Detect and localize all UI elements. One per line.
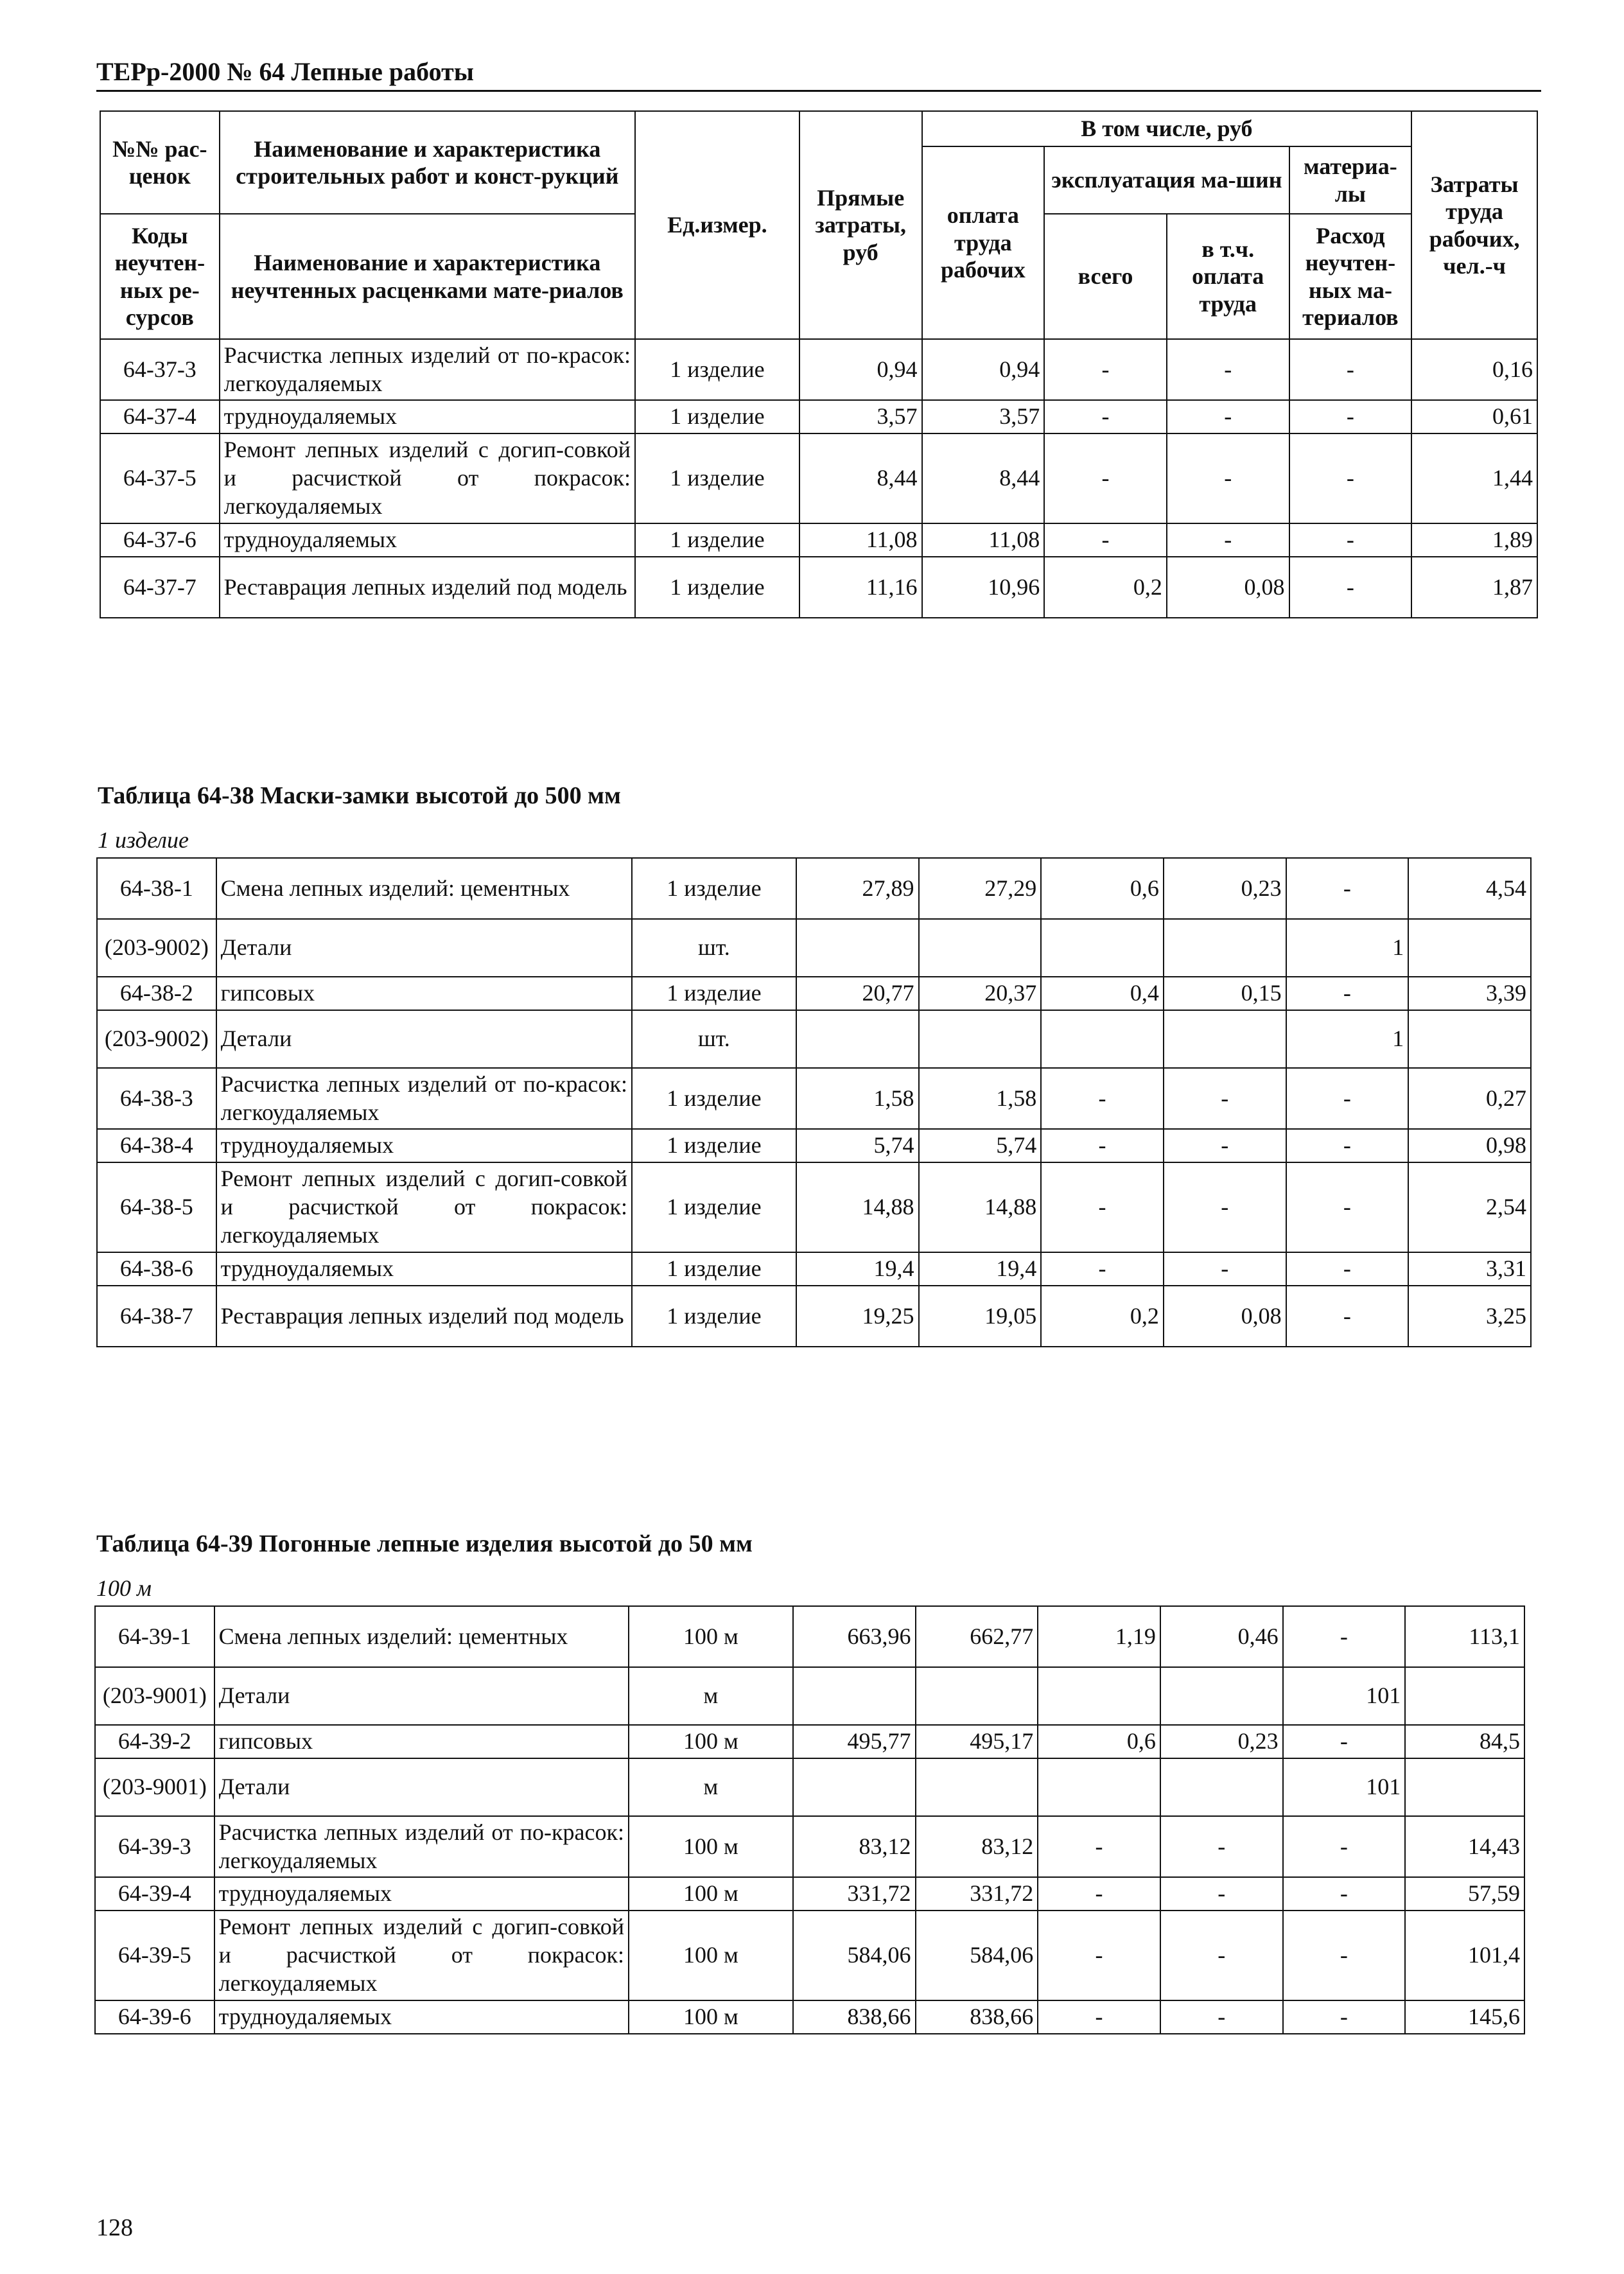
wages-cost bbox=[916, 1667, 1038, 1725]
wages-cost: 8,44 bbox=[922, 433, 1045, 523]
work-name: гипсовых bbox=[216, 977, 632, 1010]
machines-wages: - bbox=[1160, 1816, 1283, 1877]
work-name: Детали bbox=[216, 919, 632, 977]
materials-value: - bbox=[1283, 2000, 1406, 2034]
machines-wages: - bbox=[1167, 433, 1289, 523]
table-row bbox=[95, 1877, 1524, 1911]
rates-table-64-38 bbox=[96, 857, 1532, 1347]
rate-code: 64-37-3 bbox=[100, 339, 220, 400]
rate-code: 64-37-5 bbox=[100, 433, 220, 523]
table-row bbox=[97, 1068, 1531, 1129]
wages-cost: 10,96 bbox=[922, 557, 1045, 618]
work-name: Детали bbox=[214, 1758, 629, 1816]
materials-value: - bbox=[1286, 1286, 1409, 1347]
materials-value: - bbox=[1286, 977, 1409, 1010]
machines-total: - bbox=[1044, 523, 1167, 557]
direct-cost: 838,66 bbox=[793, 2000, 916, 2034]
machines-wages: - bbox=[1160, 1911, 1283, 2000]
table-row bbox=[100, 433, 1537, 523]
labor-cost: 0,27 bbox=[1408, 1068, 1531, 1129]
machines-total bbox=[1038, 1758, 1160, 1816]
materials-value: - bbox=[1283, 1911, 1406, 2000]
direct-cost: 1,58 bbox=[796, 1068, 919, 1129]
machines-total: - bbox=[1041, 1252, 1164, 1286]
wages-cost: 5,74 bbox=[919, 1129, 1042, 1162]
rate-code: 64-38-5 bbox=[97, 1162, 216, 1252]
labor-cost: 3,25 bbox=[1408, 1286, 1531, 1347]
machines-wages: - bbox=[1160, 2000, 1283, 2034]
col-incl-header: В том числе, руб bbox=[922, 111, 1412, 146]
materials-value: 1 bbox=[1286, 1010, 1409, 1068]
machines-total: 0,4 bbox=[1041, 977, 1164, 1010]
labor-cost: 57,59 bbox=[1405, 1877, 1524, 1911]
labor-cost: 0,98 bbox=[1408, 1129, 1531, 1162]
rate-code: 64-39-2 bbox=[95, 1725, 214, 1758]
materials-value: 101 bbox=[1283, 1667, 1406, 1725]
wages-cost: 11,08 bbox=[922, 523, 1045, 557]
unit-of-measure: 100 м bbox=[629, 1911, 793, 2000]
unit-of-measure: 1 изделие bbox=[632, 1129, 796, 1162]
unit-of-measure: 1 изделие bbox=[632, 858, 796, 919]
work-name: Ремонт лепных изделий с догип-совкой и расчисткой от покрасок: легкоудаляемых bbox=[216, 1162, 632, 1252]
col-code-alt-header: Коды неучтен-ных ре-сурсов bbox=[100, 214, 220, 339]
direct-cost: 20,77 bbox=[796, 977, 919, 1010]
unit-of-measure: 100 м bbox=[629, 1606, 793, 1667]
table-row bbox=[97, 1010, 1531, 1068]
materials-value: - bbox=[1286, 1068, 1409, 1129]
direct-cost: 14,88 bbox=[796, 1162, 919, 1252]
section-unit: 1 изделие bbox=[98, 827, 189, 853]
machines-total: - bbox=[1038, 2000, 1160, 2034]
wages-cost: 3,57 bbox=[922, 400, 1045, 433]
direct-cost bbox=[793, 1667, 916, 1725]
col-machines-total-header: всего bbox=[1044, 214, 1167, 339]
direct-cost: 83,12 bbox=[793, 1816, 916, 1877]
work-name: гипсовых bbox=[214, 1725, 629, 1758]
machines-wages bbox=[1160, 1667, 1283, 1725]
rates-table-64-37 bbox=[100, 110, 1538, 618]
machines-wages: 0,08 bbox=[1167, 557, 1289, 618]
col-wages-header: оплата труда рабочих bbox=[922, 146, 1045, 339]
labor-cost: 84,5 bbox=[1405, 1725, 1524, 1758]
machines-wages: - bbox=[1167, 400, 1289, 433]
page-header: ТЕРр-2000 № 64 Лепные работы bbox=[96, 57, 474, 86]
machines-total: - bbox=[1041, 1162, 1164, 1252]
labor-cost: 3,31 bbox=[1408, 1252, 1531, 1286]
machines-total bbox=[1038, 1667, 1160, 1725]
table-row bbox=[95, 1725, 1524, 1758]
machines-wages: - bbox=[1164, 1252, 1286, 1286]
materials-value: - bbox=[1289, 523, 1412, 557]
rate-code: 64-38-2 bbox=[97, 977, 216, 1010]
materials-value: - bbox=[1289, 433, 1412, 523]
wages-cost bbox=[916, 1758, 1038, 1816]
materials-value: - bbox=[1283, 1816, 1406, 1877]
unit-of-measure: 1 изделие bbox=[635, 557, 799, 618]
machines-total: 0,6 bbox=[1038, 1725, 1160, 1758]
machines-total: - bbox=[1044, 339, 1167, 400]
direct-cost bbox=[796, 919, 919, 977]
machines-total: - bbox=[1041, 1068, 1164, 1129]
table-body bbox=[100, 339, 1537, 618]
work-name: Расчистка лепных изделий от по-красок: легкоудаляемых bbox=[214, 1816, 629, 1877]
wages-cost: 20,37 bbox=[919, 977, 1042, 1010]
table-row bbox=[97, 1286, 1531, 1347]
machines-total: 1,19 bbox=[1038, 1606, 1160, 1667]
col-machines-header: эксплуатация ма-шин bbox=[1044, 146, 1289, 214]
table-row bbox=[97, 858, 1531, 919]
unit-of-measure: 1 изделие bbox=[635, 523, 799, 557]
unit-of-measure: м bbox=[629, 1667, 793, 1725]
table-row bbox=[97, 1252, 1531, 1286]
table-row bbox=[97, 1129, 1531, 1162]
machines-total: 0,2 bbox=[1041, 1286, 1164, 1347]
header-rule bbox=[96, 90, 1541, 92]
labor-cost: 1,87 bbox=[1411, 557, 1537, 618]
rate-code: (203-9002) bbox=[97, 919, 216, 977]
machines-total: 0,2 bbox=[1044, 557, 1167, 618]
unit-of-measure: 1 изделие bbox=[632, 977, 796, 1010]
labor-cost bbox=[1405, 1758, 1524, 1816]
table-body bbox=[95, 1606, 1524, 2034]
table-row bbox=[95, 1911, 1524, 2000]
col-direct-header: Прямые затраты, руб bbox=[799, 111, 922, 339]
work-name: Ремонт лепных изделий с догип-совкой и расчисткой от покрасок: легкоудаляемых bbox=[220, 433, 635, 523]
work-name: Детали bbox=[214, 1667, 629, 1725]
direct-cost: 27,89 bbox=[796, 858, 919, 919]
table-row bbox=[95, 1606, 1524, 1667]
labor-cost: 145,6 bbox=[1405, 2000, 1524, 2034]
direct-cost: 19,25 bbox=[796, 1286, 919, 1347]
work-name: трудноудаляемых bbox=[220, 400, 635, 433]
rate-code: 64-39-5 bbox=[95, 1911, 214, 2000]
direct-cost: 11,16 bbox=[799, 557, 922, 618]
unit-of-measure: 1 изделие bbox=[632, 1162, 796, 1252]
machines-total: - bbox=[1044, 433, 1167, 523]
materials-value: 1 bbox=[1286, 919, 1409, 977]
table-row bbox=[95, 2000, 1524, 2034]
work-name: трудноудаляемых bbox=[216, 1129, 632, 1162]
rate-code: (203-9001) bbox=[95, 1758, 214, 1816]
machines-total: - bbox=[1038, 1816, 1160, 1877]
rates-table-64-39 bbox=[94, 1605, 1525, 2034]
materials-value: - bbox=[1286, 1129, 1409, 1162]
unit-of-measure: м bbox=[629, 1758, 793, 1816]
wages-cost: 19,05 bbox=[919, 1286, 1042, 1347]
work-name: Реставрация лепных изделий под модель bbox=[216, 1286, 632, 1347]
labor-cost bbox=[1408, 919, 1531, 977]
machines-wages: - bbox=[1167, 339, 1289, 400]
direct-cost: 3,57 bbox=[799, 400, 922, 433]
machines-total: - bbox=[1044, 400, 1167, 433]
labor-cost: 101,4 bbox=[1405, 1911, 1524, 2000]
work-name: Ремонт лепных изделий с догип-совкой и расчисткой от покрасок: легкоудаляемых bbox=[214, 1911, 629, 2000]
materials-value: - bbox=[1283, 1606, 1406, 1667]
direct-cost: 8,44 bbox=[799, 433, 922, 523]
work-name: трудноудаляемых bbox=[216, 1252, 632, 1286]
unit-of-measure: 1 изделие bbox=[632, 1252, 796, 1286]
machines-wages bbox=[1164, 919, 1286, 977]
machines-wages: 0,23 bbox=[1164, 858, 1286, 919]
col-name-alt-header: Наименование и характеристика неучтенных расценками мате-риалов bbox=[220, 214, 635, 339]
table-row bbox=[100, 523, 1537, 557]
wages-cost bbox=[919, 919, 1042, 977]
wages-cost: 838,66 bbox=[916, 2000, 1038, 2034]
rate-code: 64-38-7 bbox=[97, 1286, 216, 1347]
materials-value: - bbox=[1283, 1725, 1406, 1758]
table-body bbox=[97, 858, 1531, 1347]
wages-cost: 14,88 bbox=[919, 1162, 1042, 1252]
unit-of-measure: 100 м bbox=[629, 1816, 793, 1877]
materials-value: - bbox=[1289, 339, 1412, 400]
work-name: Реставрация лепных изделий под модель bbox=[220, 557, 635, 618]
direct-cost: 11,08 bbox=[799, 523, 922, 557]
col-code-header: №№ рас-ценок bbox=[100, 111, 220, 214]
table-row bbox=[97, 1162, 1531, 1252]
rate-code: 64-38-4 bbox=[97, 1129, 216, 1162]
unit-of-measure: шт. bbox=[632, 919, 796, 977]
table-row bbox=[95, 1667, 1524, 1725]
labor-cost: 2,54 bbox=[1408, 1162, 1531, 1252]
table-row bbox=[100, 339, 1537, 400]
labor-cost: 113,1 bbox=[1405, 1606, 1524, 1667]
table-row bbox=[95, 1816, 1524, 1877]
machines-wages: 0,23 bbox=[1160, 1725, 1283, 1758]
wages-cost: 19,4 bbox=[919, 1252, 1042, 1286]
rate-code: (203-9002) bbox=[97, 1010, 216, 1068]
table-row bbox=[97, 919, 1531, 977]
rate-code: 64-39-6 bbox=[95, 2000, 214, 2034]
wages-cost bbox=[919, 1010, 1042, 1068]
direct-cost: 584,06 bbox=[793, 1911, 916, 2000]
wages-cost: 0,94 bbox=[922, 339, 1045, 400]
section-unit: 100 м bbox=[96, 1575, 152, 1601]
direct-cost: 0,94 bbox=[799, 339, 922, 400]
unit-of-measure: шт. bbox=[632, 1010, 796, 1068]
col-machines-wages-header: в т.ч. оплата труда bbox=[1167, 214, 1289, 339]
machines-wages: 0,15 bbox=[1164, 977, 1286, 1010]
table-row bbox=[100, 557, 1537, 618]
rate-code: 64-39-3 bbox=[95, 1816, 214, 1877]
rate-code: 64-39-4 bbox=[95, 1877, 214, 1911]
rate-code: 64-38-6 bbox=[97, 1252, 216, 1286]
materials-value: - bbox=[1286, 858, 1409, 919]
materials-value: 101 bbox=[1283, 1758, 1406, 1816]
work-name: Расчистка лепных изделий от по-красок: легкоудаляемых bbox=[216, 1068, 632, 1129]
direct-cost: 5,74 bbox=[796, 1129, 919, 1162]
machines-wages: - bbox=[1164, 1068, 1286, 1129]
rate-code: 64-37-4 bbox=[100, 400, 220, 433]
labor-cost: 14,43 bbox=[1405, 1816, 1524, 1877]
machines-total bbox=[1041, 1010, 1164, 1068]
section-title: Таблица 64-39 Погонные лепные изделия высотой до 50 мм bbox=[96, 1530, 753, 1557]
work-name: трудноудаляемых bbox=[220, 523, 635, 557]
wages-cost: 584,06 bbox=[916, 1911, 1038, 2000]
unit-of-measure: 1 изделие bbox=[635, 339, 799, 400]
machines-total bbox=[1041, 919, 1164, 977]
materials-value: - bbox=[1289, 400, 1412, 433]
col-labor-header: Затраты труда рабочих, чел.-ч bbox=[1411, 111, 1537, 339]
col-name-header: Наименование и характеристика строительных работ и конст-рукций bbox=[220, 111, 635, 214]
table-row bbox=[97, 977, 1531, 1010]
machines-wages: - bbox=[1164, 1162, 1286, 1252]
wages-cost: 27,29 bbox=[919, 858, 1042, 919]
rate-code: (203-9001) bbox=[95, 1667, 214, 1725]
col-unit-header: Ед.измер. bbox=[635, 111, 799, 339]
labor-cost: 1,89 bbox=[1411, 523, 1537, 557]
col-materials-header: материа-лы bbox=[1289, 146, 1412, 214]
machines-wages: 0,08 bbox=[1164, 1286, 1286, 1347]
machines-total: - bbox=[1038, 1877, 1160, 1911]
work-name: Расчистка лепных изделий от по-красок: легкоудаляемых bbox=[220, 339, 635, 400]
machines-total: 0,6 bbox=[1041, 858, 1164, 919]
direct-cost: 331,72 bbox=[793, 1877, 916, 1911]
labor-cost bbox=[1408, 1010, 1531, 1068]
table-row bbox=[95, 1758, 1524, 1816]
unit-of-measure: 1 изделие bbox=[635, 433, 799, 523]
machines-wages: - bbox=[1167, 523, 1289, 557]
unit-of-measure: 100 м bbox=[629, 2000, 793, 2034]
table-row bbox=[100, 400, 1537, 433]
table-header bbox=[100, 111, 1537, 339]
unit-of-measure: 100 м bbox=[629, 1877, 793, 1911]
direct-cost bbox=[796, 1010, 919, 1068]
work-name: трудноудаляемых bbox=[214, 1877, 629, 1911]
wages-cost: 331,72 bbox=[916, 1877, 1038, 1911]
machines-wages: 0,46 bbox=[1160, 1606, 1283, 1667]
direct-cost: 663,96 bbox=[793, 1606, 916, 1667]
machines-wages: - bbox=[1164, 1129, 1286, 1162]
direct-cost bbox=[793, 1758, 916, 1816]
direct-cost: 19,4 bbox=[796, 1252, 919, 1286]
work-name: Детали bbox=[216, 1010, 632, 1068]
work-name: Смена лепных изделий: цементных bbox=[216, 858, 632, 919]
machines-wages bbox=[1160, 1758, 1283, 1816]
labor-cost: 4,54 bbox=[1408, 858, 1531, 919]
direct-cost: 495,77 bbox=[793, 1725, 916, 1758]
machines-wages: - bbox=[1160, 1877, 1283, 1911]
col-materials-consumption-header: Расход неучтен-ных ма-териалов bbox=[1289, 214, 1412, 339]
section-title: Таблица 64-38 Маски-замки высотой до 500 мм bbox=[98, 782, 621, 809]
rate-code: 64-37-6 bbox=[100, 523, 220, 557]
rate-code: 64-37-7 bbox=[100, 557, 220, 618]
unit-of-measure: 1 изделие bbox=[632, 1068, 796, 1129]
materials-value: - bbox=[1289, 557, 1412, 618]
machines-total: - bbox=[1038, 1911, 1160, 2000]
materials-value: - bbox=[1286, 1252, 1409, 1286]
page-number: 128 bbox=[96, 2214, 133, 2241]
rate-code: 64-38-1 bbox=[97, 858, 216, 919]
labor-cost: 0,61 bbox=[1411, 400, 1537, 433]
materials-value: - bbox=[1283, 1877, 1406, 1911]
labor-cost: 3,39 bbox=[1408, 977, 1531, 1010]
labor-cost bbox=[1405, 1667, 1524, 1725]
machines-total: - bbox=[1041, 1129, 1164, 1162]
unit-of-measure: 100 м bbox=[629, 1725, 793, 1758]
wages-cost: 495,17 bbox=[916, 1725, 1038, 1758]
labor-cost: 0,16 bbox=[1411, 339, 1537, 400]
unit-of-measure: 1 изделие bbox=[635, 400, 799, 433]
rate-code: 64-39-1 bbox=[95, 1606, 214, 1667]
rate-code: 64-38-3 bbox=[97, 1068, 216, 1129]
machines-wages bbox=[1164, 1010, 1286, 1068]
wages-cost: 1,58 bbox=[919, 1068, 1042, 1129]
work-name: Смена лепных изделий: цементных bbox=[214, 1606, 629, 1667]
materials-value: - bbox=[1286, 1162, 1409, 1252]
work-name: трудноудаляемых bbox=[214, 2000, 629, 2034]
wages-cost: 83,12 bbox=[916, 1816, 1038, 1877]
unit-of-measure: 1 изделие bbox=[632, 1286, 796, 1347]
labor-cost: 1,44 bbox=[1411, 433, 1537, 523]
wages-cost: 662,77 bbox=[916, 1606, 1038, 1667]
